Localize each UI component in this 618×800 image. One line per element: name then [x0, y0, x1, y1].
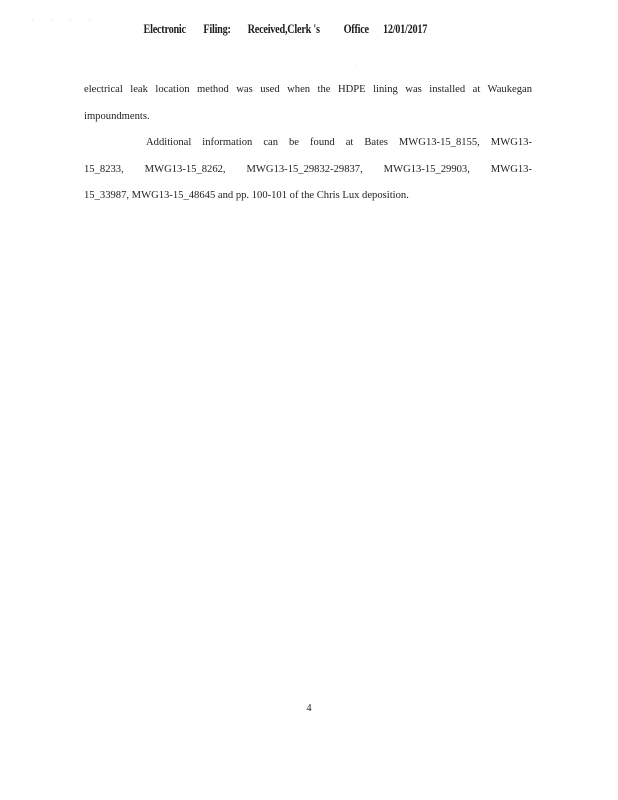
- paragraph-additional-information: [84, 130, 532, 210]
- stamp-office: Office: [343, 22, 369, 36]
- paragraph-line: impoundments.: [84, 110, 150, 122]
- paragraph-line: electrical leak location method was used when the HDPE lining was installed at Waukegan: [84, 84, 532, 95]
- paragraph-first-line: [84, 130, 532, 157]
- paragraph-continuation: [84, 77, 532, 130]
- stamp-received: Received,Clerk 's: [247, 22, 320, 36]
- stamp-date: 12/01/2017: [382, 22, 428, 36]
- scan-speck: .: [355, 62, 357, 67]
- stamp-filing: Filing:: [203, 22, 231, 36]
- page-number: 4: [306, 703, 312, 714]
- paragraph-line: 15_33987, MWG13-15_48645 and pp. 100-101 of the Chris Lux deposition.: [84, 190, 409, 201]
- filing-stamp-header: [0, 22, 507, 40]
- paragraph-line: Additional information can be found at Bates MWG13-15_8155, MWG13-: [146, 137, 532, 148]
- paragraph-line: 15_8233, MWG13-15_8262, MWG13-15_29832-29837, MWG13-15_29903, MWG13-: [84, 163, 532, 175]
- scan-specks: . . . .: [32, 16, 99, 22]
- stamp-electronic: Electronic: [143, 22, 186, 36]
